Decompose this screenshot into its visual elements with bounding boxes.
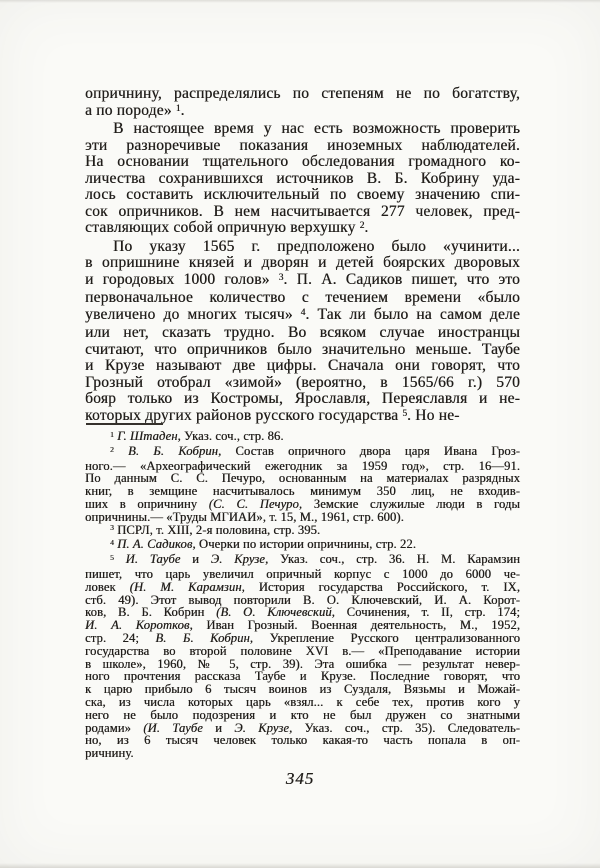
text-segment: бояр только из Костромы, Ярославля, Переяславля и не- [85, 390, 520, 407]
text-line [85, 187, 520, 204]
text-segment: В настоящее время у нас есть возможность проверить [113, 120, 520, 137]
text-line [85, 171, 520, 188]
text-segment: Иван Грозный. Военная деятельность, М., 1952, [192, 618, 520, 633]
text-segment: и городовых 1000 голов» [85, 270, 279, 288]
text-segment: . [180, 101, 185, 119]
text-segment: него не было подозрения и кто не был дружен со знатными [85, 707, 520, 722]
text-segment: ричнину. [85, 746, 134, 761]
text-segment: Сочинения, т. II, стр. 174; [334, 605, 520, 620]
footnote-marker: 4 [300, 307, 306, 318]
text-segment: лось составить исключительный по своему значению спи- [85, 186, 520, 203]
text-line [85, 358, 520, 375]
text-segment: Очерки по истории опричнины, стр. 22. [195, 537, 416, 552]
text-segment: личества сохранившихся источников В. Б. Кобрину уда- [85, 169, 520, 187]
text-segment: ска, из числа которых царь «взял... к себе тех, против кого у [85, 694, 520, 709]
text-line [85, 220, 520, 239]
text-segment: а по породе» [85, 101, 176, 119]
text-line [85, 375, 520, 392]
text-segment: ПСРЛ, т. XIII, 2-я половина, стр. 395. [113, 522, 321, 537]
footnote-marker: 3 [110, 523, 114, 533]
text-line [85, 121, 520, 138]
text-segment: . Но не- [407, 406, 460, 424]
text-segment: стб. 49). Этот вывод повторили В. О. Ключевский, И. А. Корот- [85, 592, 520, 607]
text-line [85, 524, 520, 539]
footnote-separator-rule [86, 423, 163, 425]
body-paragraph [85, 86, 520, 121]
text-segment: ших в опричнину [85, 496, 209, 511]
text-segment: книг, в земщине насчитывалось минимум 350 лиц, не входив- [85, 484, 520, 499]
text-line [85, 734, 520, 747]
text-segment: В. Б. Кобрин, [128, 443, 222, 458]
text-segment: (С. С. Печуро, [208, 496, 303, 511]
page-number: 345 [285, 769, 315, 788]
text-segment: И. А. Коротков, [85, 618, 193, 633]
footnote-item [85, 524, 520, 539]
text-segment: Г. Штаден, [117, 429, 181, 443]
footnote-marker: 5 [110, 552, 114, 562]
text-segment: По указу 1565 г. предположено было «учинити... [113, 237, 520, 255]
text-segment: ного прочтения рассказа Таубе и Крузе. Последние говорят, что [85, 669, 520, 684]
footnote-item [85, 445, 520, 524]
footnote-marker: 1 [175, 103, 181, 114]
text-line [85, 747, 520, 760]
text-segment: и [202, 720, 235, 735]
text-segment: На основании тщательного обследования громадного ко- [85, 153, 520, 170]
text-segment: ловек [85, 579, 130, 594]
text-segment: (В. О. Ключевский, [216, 605, 335, 620]
footnote-marker: 2 [110, 444, 114, 454]
text-line [85, 538, 520, 553]
text-segment: родами» [85, 720, 144, 735]
footnote-marker: 2 [359, 221, 365, 232]
footnote-marker: 1 [110, 429, 114, 439]
text-segment: ного.— «Археографический ежегодник за 1959 год», стр. 16—91. [85, 458, 520, 473]
text-segment: опричнины.— «Труды МГИАИ», т. 15, М., 1961, стр. 600). [85, 509, 404, 524]
text-segment: к царю прибыло 6 тысяч воинов из Суздаля, Вязьмы и Можай- [85, 682, 520, 697]
text-segment: Укрепление Русского централизованного [253, 630, 520, 645]
text-segment: и [180, 552, 211, 567]
text-line [85, 239, 520, 256]
text-segment: ков, В. Б. Кобрин [85, 605, 217, 620]
text-segment: В. Б. Кобрин, [155, 630, 254, 645]
footnote-marker: 3 [278, 272, 284, 283]
text-line [85, 325, 520, 342]
text-segment: Указ. соч., стр. 36. Н. М. Карамзин [268, 552, 521, 567]
text-segment: (И. Таубе [143, 720, 203, 735]
text-segment: эти разноречивые показания иноземных наблюдателей. [85, 136, 520, 154]
text-line [85, 445, 520, 460]
text-line [85, 272, 520, 291]
text-line [85, 154, 520, 171]
text-segment: . [364, 219, 369, 236]
text-segment: государства во второй половине XVI в.— «Преподавание истории [85, 643, 520, 658]
text-segment: П. А. Садиков, [117, 537, 196, 552]
text-segment: Э. Крузе, [210, 552, 269, 567]
text-line [85, 307, 520, 326]
text-segment: Указ. соч., стр. 86. [180, 429, 284, 443]
text-line [85, 103, 520, 122]
text-segment: И. Таубе [125, 552, 181, 567]
text-segment: ставляющих собой опричную верхушку [85, 219, 360, 236]
text-line [85, 391, 520, 408]
text-segment: сок опричников. В нем насчитывается 277 человек, пред- [85, 202, 520, 220]
text-segment: которых других районов русского государства [85, 406, 403, 424]
text-segment: Земские служилые люди в годы [302, 496, 520, 511]
text-segment: По данным С. С. Печуро, основанным на материалах разрядных [85, 471, 520, 486]
text-segment: Э. Крузе, [234, 720, 293, 735]
main-text-column [85, 86, 520, 426]
text-line [85, 86, 520, 103]
text-line [85, 255, 520, 272]
text-line [85, 553, 520, 568]
text-segment: . П. А. Садиков пишет, что это [283, 270, 520, 288]
text-segment: в опришнине князей и дворян и детей боярских дворовых [85, 254, 520, 271]
footnote-item [85, 538, 520, 553]
text-segment [114, 552, 126, 566]
text-segment: Состав опричного двора царя Ивана Гроз- [221, 443, 521, 458]
text-line [85, 290, 520, 307]
text-segment: опричнину, распределялись по степеням не по богатству, [85, 85, 520, 102]
text-segment: увеличено до многих тысяч» [85, 305, 301, 323]
text-segment: и Крузе называют две цифры. Сначала они говорят, что [85, 357, 520, 374]
text-line [85, 138, 520, 155]
text-segment: стр. 24; [85, 630, 156, 645]
text-segment: История государства Российского, т. IX, [244, 579, 520, 594]
body-paragraph [85, 121, 520, 239]
footnote-item [85, 553, 520, 760]
text-segment: но, из 6 тысяч человек только какая-то часть попала в оп- [85, 733, 520, 748]
text-line [85, 430, 520, 445]
text-segment: или нет, сказать трудно. Во всяком случае иностранцы [85, 324, 520, 341]
footnote-item [85, 430, 520, 445]
body-paragraph [85, 239, 520, 427]
text-segment: Указ. соч., стр. 35). Следователь- [292, 720, 521, 735]
text-segment: Грозный отобрал «зимой» (вероятно, в 1565/66 г.) 570 [85, 373, 520, 391]
text-segment: пишет, что царь увеличил опричный корпус с 1000 до 6000 че- [85, 566, 520, 581]
text-segment: первоначальное количество с течением времени «было [85, 289, 520, 306]
text-segment: в школе», 1960, № 5, стр. 39). Эта ошибка — результат невер- [85, 656, 520, 671]
text-line [85, 204, 520, 221]
text-segment [114, 444, 128, 458]
footnotes-section [85, 430, 520, 760]
footnote-marker: 5 [402, 408, 408, 419]
text-segment: . Так ли было на самом деле [305, 305, 520, 323]
text-line [85, 342, 520, 359]
footnote-marker: 4 [110, 538, 114, 548]
text-segment: считают, что опричников было значительно меньше. Таубе [85, 340, 520, 358]
text-segment: (Н. М. Карамзин, [129, 579, 245, 594]
